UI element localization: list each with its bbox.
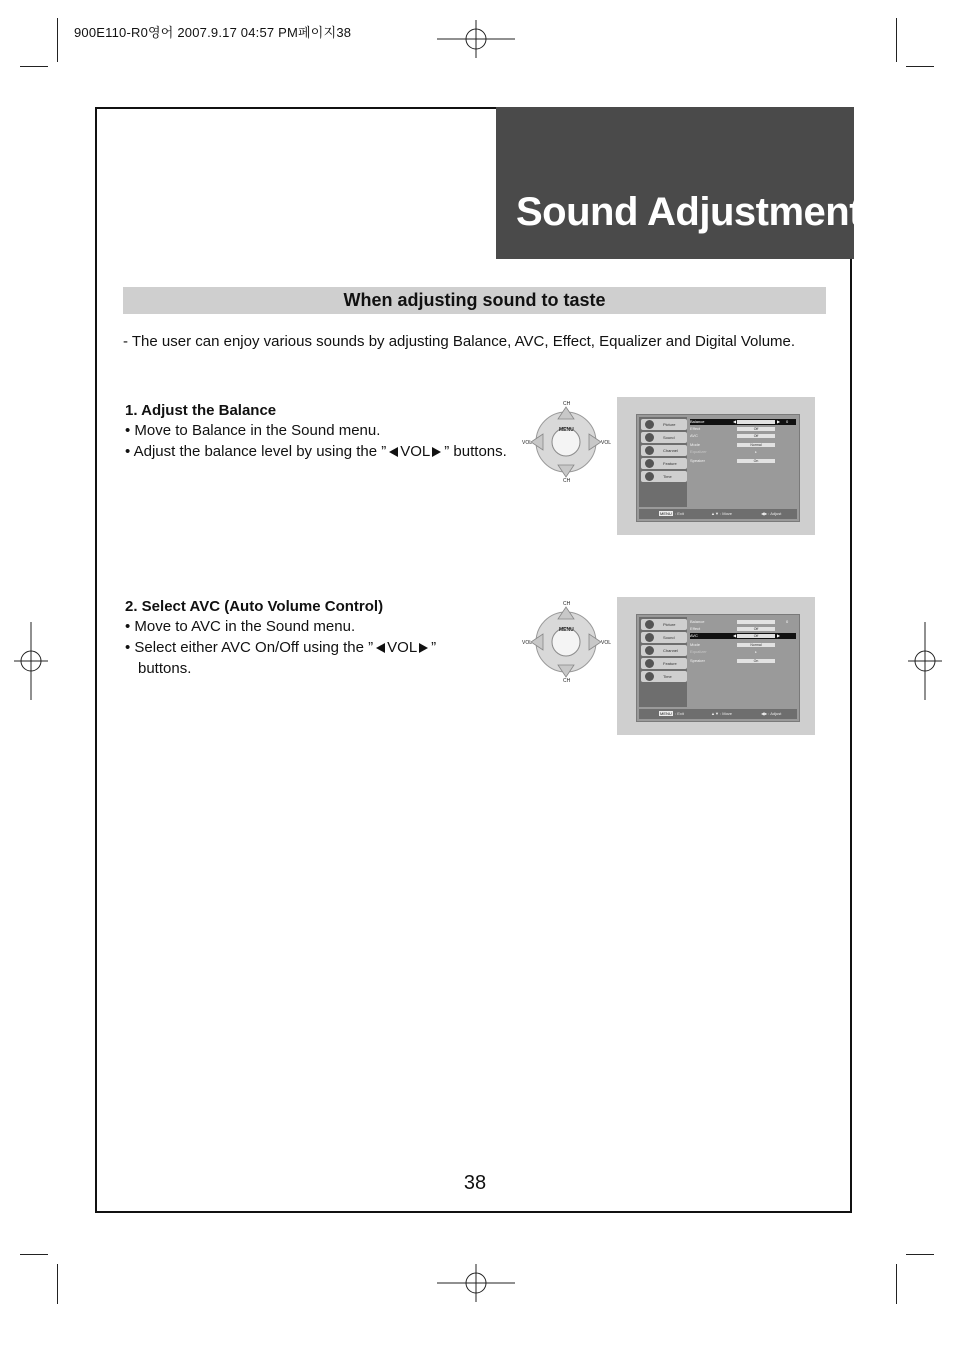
bullet-text: • Adjust the balance level by using the ” [125, 443, 387, 460]
ch-down-label: CH [563, 478, 571, 484]
osd-sidebar [639, 617, 687, 707]
step-2-bullet-1: • Move to AVC in the Sound menu. [125, 618, 356, 635]
osd-sidebar-item [641, 671, 687, 682]
step-2-bullet-2 [125, 637, 436, 658]
step-1-bullet-1: • Move to Balance in the Sound menu. [125, 422, 381, 439]
page-number: 38 [463, 1172, 487, 1194]
step-2-heading: 2. Select AVC (Auto Volume Control) [125, 598, 384, 615]
osd-sidebar-label: Picture [663, 422, 676, 427]
time-icon [645, 672, 654, 681]
osd-row-avc [690, 633, 796, 639]
osd-row-label: Balance [690, 619, 705, 624]
title-background [496, 107, 854, 259]
left-triangle-icon [376, 643, 385, 653]
osd-row-value: ▸ [755, 650, 757, 654]
picture-icon [645, 620, 654, 629]
osd-footer-adjust: ◀▶ : Adjust [761, 511, 782, 516]
osd-sidebar-label: Sound [663, 435, 675, 440]
osd-row-value: Off [737, 434, 775, 438]
crop-mark [20, 1254, 48, 1255]
osd-sidebar-item [641, 632, 687, 643]
osd-sidebar [639, 417, 687, 507]
intro-text: - The user can enjoy various sounds by adjusting Balance, AVC, Effect, Equalizer and Digital Volume. [123, 333, 796, 350]
right-triangle-icon [419, 643, 428, 653]
vol-right-label: VOL [601, 640, 612, 646]
ch-up-label: CH [563, 401, 571, 407]
osd-row-speaker [690, 658, 796, 664]
crop-mark [906, 1254, 934, 1255]
time-icon [645, 472, 654, 481]
sound-icon [645, 433, 654, 442]
osd-row-effect [690, 426, 796, 432]
osd-footer-move: ▲▼ : Move [711, 711, 733, 716]
osd-sidebar-label: Channel [663, 648, 678, 653]
osd-row-label: Mode [690, 442, 701, 447]
vol-label: VOL [400, 443, 431, 460]
dpad-icon [522, 599, 608, 685]
crop-mark [906, 66, 934, 67]
osd-row-value [737, 420, 775, 424]
osd-sidebar-item [641, 432, 687, 443]
osd-row-avc [690, 433, 796, 439]
osd-row-value: Off [737, 634, 775, 638]
osd-sidebar-item [641, 645, 687, 656]
osd-row-label: Effect [690, 426, 701, 431]
osd-row-number: 0 [786, 419, 789, 424]
page-title: Sound Adjustment [516, 190, 863, 234]
right-triangle-icon [432, 447, 441, 457]
osd-sidebar-label: Feature [663, 661, 677, 666]
osd-sidebar-item [641, 658, 687, 669]
osd-row-value: On [737, 659, 775, 663]
bullet-text: ” [431, 639, 437, 656]
bullet-text: ” buttons. [444, 443, 507, 460]
osd-row-number: 0 [786, 619, 789, 624]
osd-row-mode [690, 642, 796, 648]
osd-sidebar-label: Time [663, 674, 672, 679]
osd-row-value: Off [737, 627, 775, 631]
registration-mark-top [437, 20, 515, 58]
osd-sidebar-item [641, 619, 687, 630]
bullet-text: • Select either AVC On/Off using the ” [125, 639, 374, 656]
osd-row-label: Mode [690, 642, 701, 647]
osd-screenshot-1 [617, 397, 815, 535]
step-1-bullet-2 [125, 441, 507, 462]
osd-row-label: Balance [690, 419, 705, 424]
osd-sidebar-label: Feature [663, 461, 677, 466]
sound-icon [645, 633, 654, 642]
osd-sidebar-item [641, 445, 687, 456]
crop-mark [57, 18, 58, 62]
osd-sidebar-item [641, 471, 687, 482]
ch-up-label: CH [563, 601, 571, 607]
osd-row-value: Normal [737, 643, 775, 647]
osd-screenshot-2 [617, 597, 815, 735]
osd-row-effect [690, 626, 796, 632]
arrow-right-icon: ▶ [777, 419, 781, 424]
feature-icon [645, 659, 654, 668]
osd-sidebar-item [641, 419, 687, 430]
osd-sidebar-label: Time [663, 474, 672, 479]
crop-mark [20, 66, 48, 67]
osd-row-value [737, 620, 775, 624]
crop-mark [896, 18, 897, 62]
remote-pad-1 [522, 399, 612, 485]
osd-row-label: Equalizer [690, 649, 707, 654]
osd-sidebar-item [641, 458, 687, 469]
osd-row-speaker [690, 458, 796, 464]
vol-left-label: VOL [522, 640, 533, 646]
ch-down-label: CH [563, 678, 571, 684]
osd-row-equalizer [690, 449, 796, 455]
osd-screen [636, 614, 800, 722]
osd-sidebar-label: Channel [663, 448, 678, 453]
osd-row-label: AVC [690, 633, 698, 638]
left-triangle-icon [389, 447, 398, 457]
menu-label: MENU [559, 627, 574, 633]
osd-row-label: AVC [690, 433, 698, 438]
osd-row-balance [690, 619, 796, 625]
osd-row-label: Speaker [690, 458, 705, 463]
osd-footer [639, 509, 797, 519]
osd-row-label: Speaker [690, 658, 705, 663]
channel-icon [645, 446, 654, 455]
remote-pad-2 [522, 599, 612, 685]
osd-footer-move: ▲▼ : Move [711, 511, 733, 516]
osd-footer-exit: : Exit [675, 511, 684, 516]
osd-row-equalizer [690, 649, 796, 655]
osd-row-label: Effect [690, 626, 701, 631]
vol-label: VOL [387, 639, 418, 656]
registration-mark-left [14, 622, 48, 700]
feature-icon [645, 459, 654, 468]
channel-icon [645, 646, 654, 655]
menu-label: MENU [559, 427, 574, 433]
crop-mark [57, 1264, 58, 1304]
step-1 [125, 402, 507, 462]
osd-footer-exit: : Exit [675, 711, 684, 716]
step-2-bullet-2-continued: buttons. [138, 660, 192, 677]
osd-row-mode [690, 442, 796, 448]
osd-row-value: Off [737, 427, 775, 431]
step-2 [125, 598, 436, 679]
registration-mark-right [908, 622, 942, 700]
osd-row-balance [690, 419, 796, 425]
vol-left-label: VOL [522, 440, 533, 446]
osd-menu-key: MENU [660, 711, 672, 716]
arrow-right-icon: ▶ [777, 633, 781, 638]
arrow-left-icon: ◀ [733, 633, 737, 638]
crop-mark [896, 1264, 897, 1304]
osd-row-value: ▸ [755, 450, 757, 454]
osd-sidebar-label: Picture [663, 622, 676, 627]
osd-row-label: Equalizer [690, 449, 707, 454]
osd-footer-adjust: ◀▶ : Adjust [761, 711, 782, 716]
osd-row-value: Normal [737, 443, 775, 447]
arrow-left-icon: ◀ [733, 419, 737, 424]
picture-icon [645, 420, 654, 429]
step-1-heading: 1. Adjust the Balance [125, 402, 277, 419]
section-title: When adjusting sound to taste [343, 290, 606, 310]
osd-menu-key: MENU [660, 511, 672, 516]
osd-footer [639, 709, 797, 719]
osd-row-value: On [737, 459, 775, 463]
print-header: 900E110-R0영어 2007.9.17 04:57 PM페이지38 [74, 25, 352, 40]
registration-mark-bottom [437, 1264, 515, 1302]
osd-sidebar-label: Sound [663, 635, 675, 640]
dpad-icon [522, 399, 608, 485]
osd-screen [636, 414, 800, 522]
vol-right-label: VOL [601, 440, 612, 446]
